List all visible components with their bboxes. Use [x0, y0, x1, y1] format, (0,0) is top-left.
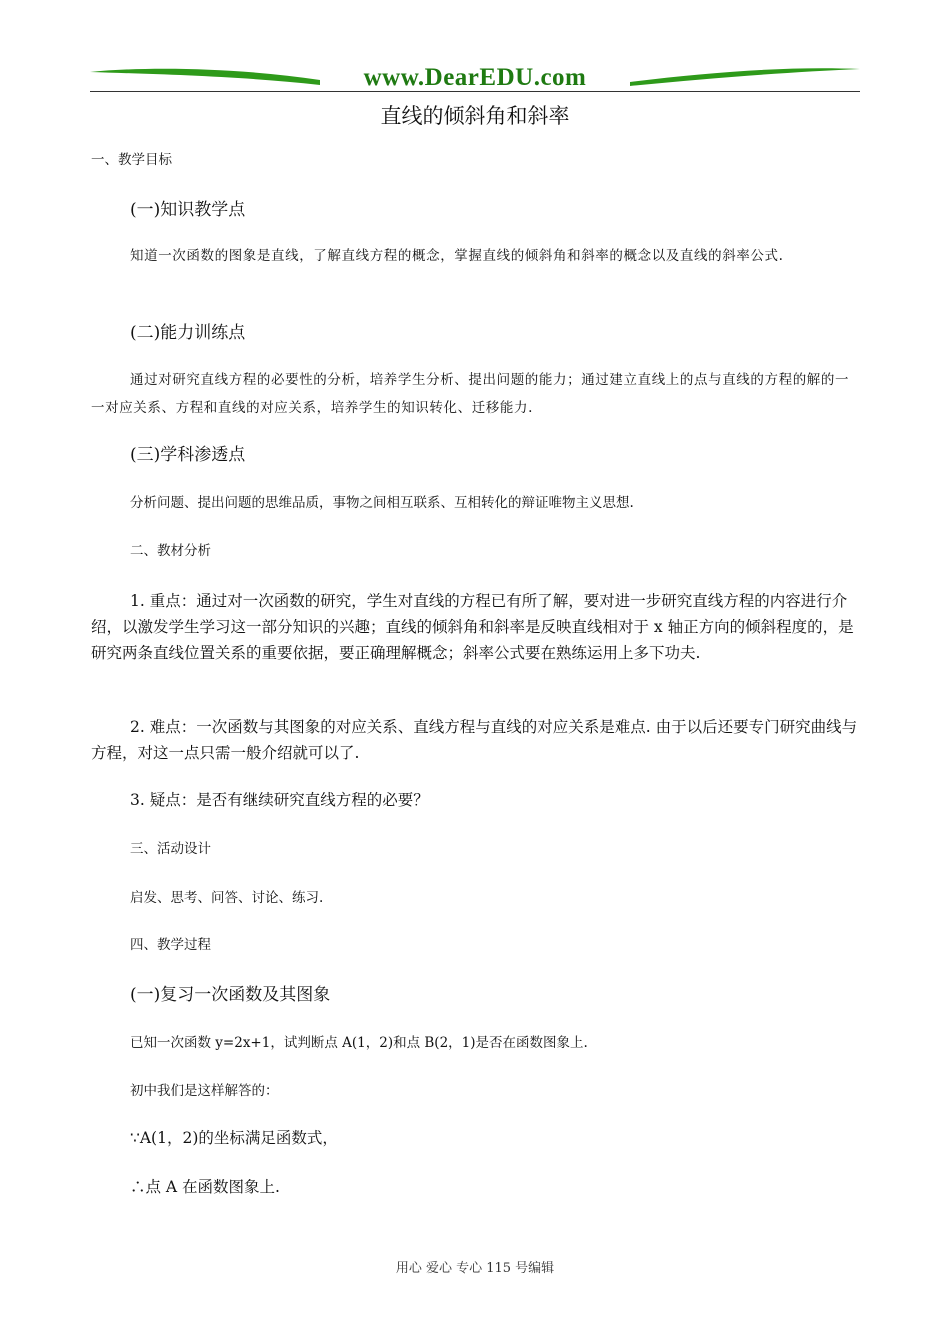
section-heading-objectives: 一、教学目标 — [91, 152, 172, 168]
subheading-ability: (二)能力训练点 — [130, 323, 246, 343]
paragraph-review-step2: ∴点 A 在函数图象上. — [130, 1178, 280, 1196]
subheading-knowledge: (一)知识教学点 — [130, 200, 246, 220]
paragraph-review-step1: ∵A(1，2)的坐标满足函数式， — [130, 1129, 338, 1147]
section-heading-process: 四、教学过程 — [130, 937, 211, 953]
section-heading-activities: 三、活动设计 — [130, 841, 211, 857]
site-header-banner — [90, 60, 860, 94]
header-divider — [90, 91, 860, 92]
site-logo-text: www.DearEDU.com — [363, 64, 587, 91]
paragraph-activities: 启发、思考、问答、讨论、练习. — [130, 890, 324, 906]
paragraph-key-point: 1. 重点：通过对一次函数的研究，学生对直线的方程已有所了解，要对进一步研究直线方程的内容进行介绍，以激发学生学习这一部分知识的兴趣；直线的倾斜角和斜率是反映直线相对于 x 轴正方向的倾斜程度的，是研究两条直线位置关系的重要依据，要正确理解概念；斜率公式要在熟练运用上多下功夫. — [91, 592, 854, 662]
section-heading-analysis: 二、教材分析 — [130, 543, 211, 559]
paragraph-difficulty: 2. 难点：一次函数与其图象的对应关系、直线方程与直线的对应关系是难点. 由于以后还要专门研究曲线与方程，对这一点只需一般介绍就可以了. — [91, 718, 858, 762]
paragraph-doubt: 3. 疑点：是否有继续研究直线方程的必要？ — [130, 791, 429, 809]
subheading-discipline: (三)学科渗透点 — [130, 445, 246, 465]
paragraph-ability: 通过对研究直线方程的必要性的分析，培养学生分析、提出问题的能力；通过建立直线上的点与直线的方程的解的一一对应关系、方程和直线的对应关系，培养学生的知识转化、迁移能力. — [91, 372, 850, 416]
paragraph-review-intro: 初中我们是这样解答的： — [130, 1083, 279, 1099]
subheading-review: (一)复习一次函数及其图象 — [130, 985, 331, 1005]
page-title: 直线的倾斜角和斜率 — [380, 104, 570, 128]
paragraph-review-question: 已知一次函数 y=2x+1，试判断点 A(1，2)和点 B(2，1)是否在函数图象上. — [130, 1035, 588, 1051]
page-footer: 用心 爱心 专心 115 号编辑 — [395, 1261, 555, 1276]
paragraph-knowledge: 知道一次函数的图象是直线，了解直线方程的概念，掌握直线的倾斜角和斜率的概念以及直线的斜率公式. — [130, 248, 784, 264]
paragraph-discipline: 分析问题、提出问题的思维品质，事物之间相互联系、互相转化的辩证唯物主义思想. — [130, 495, 634, 511]
